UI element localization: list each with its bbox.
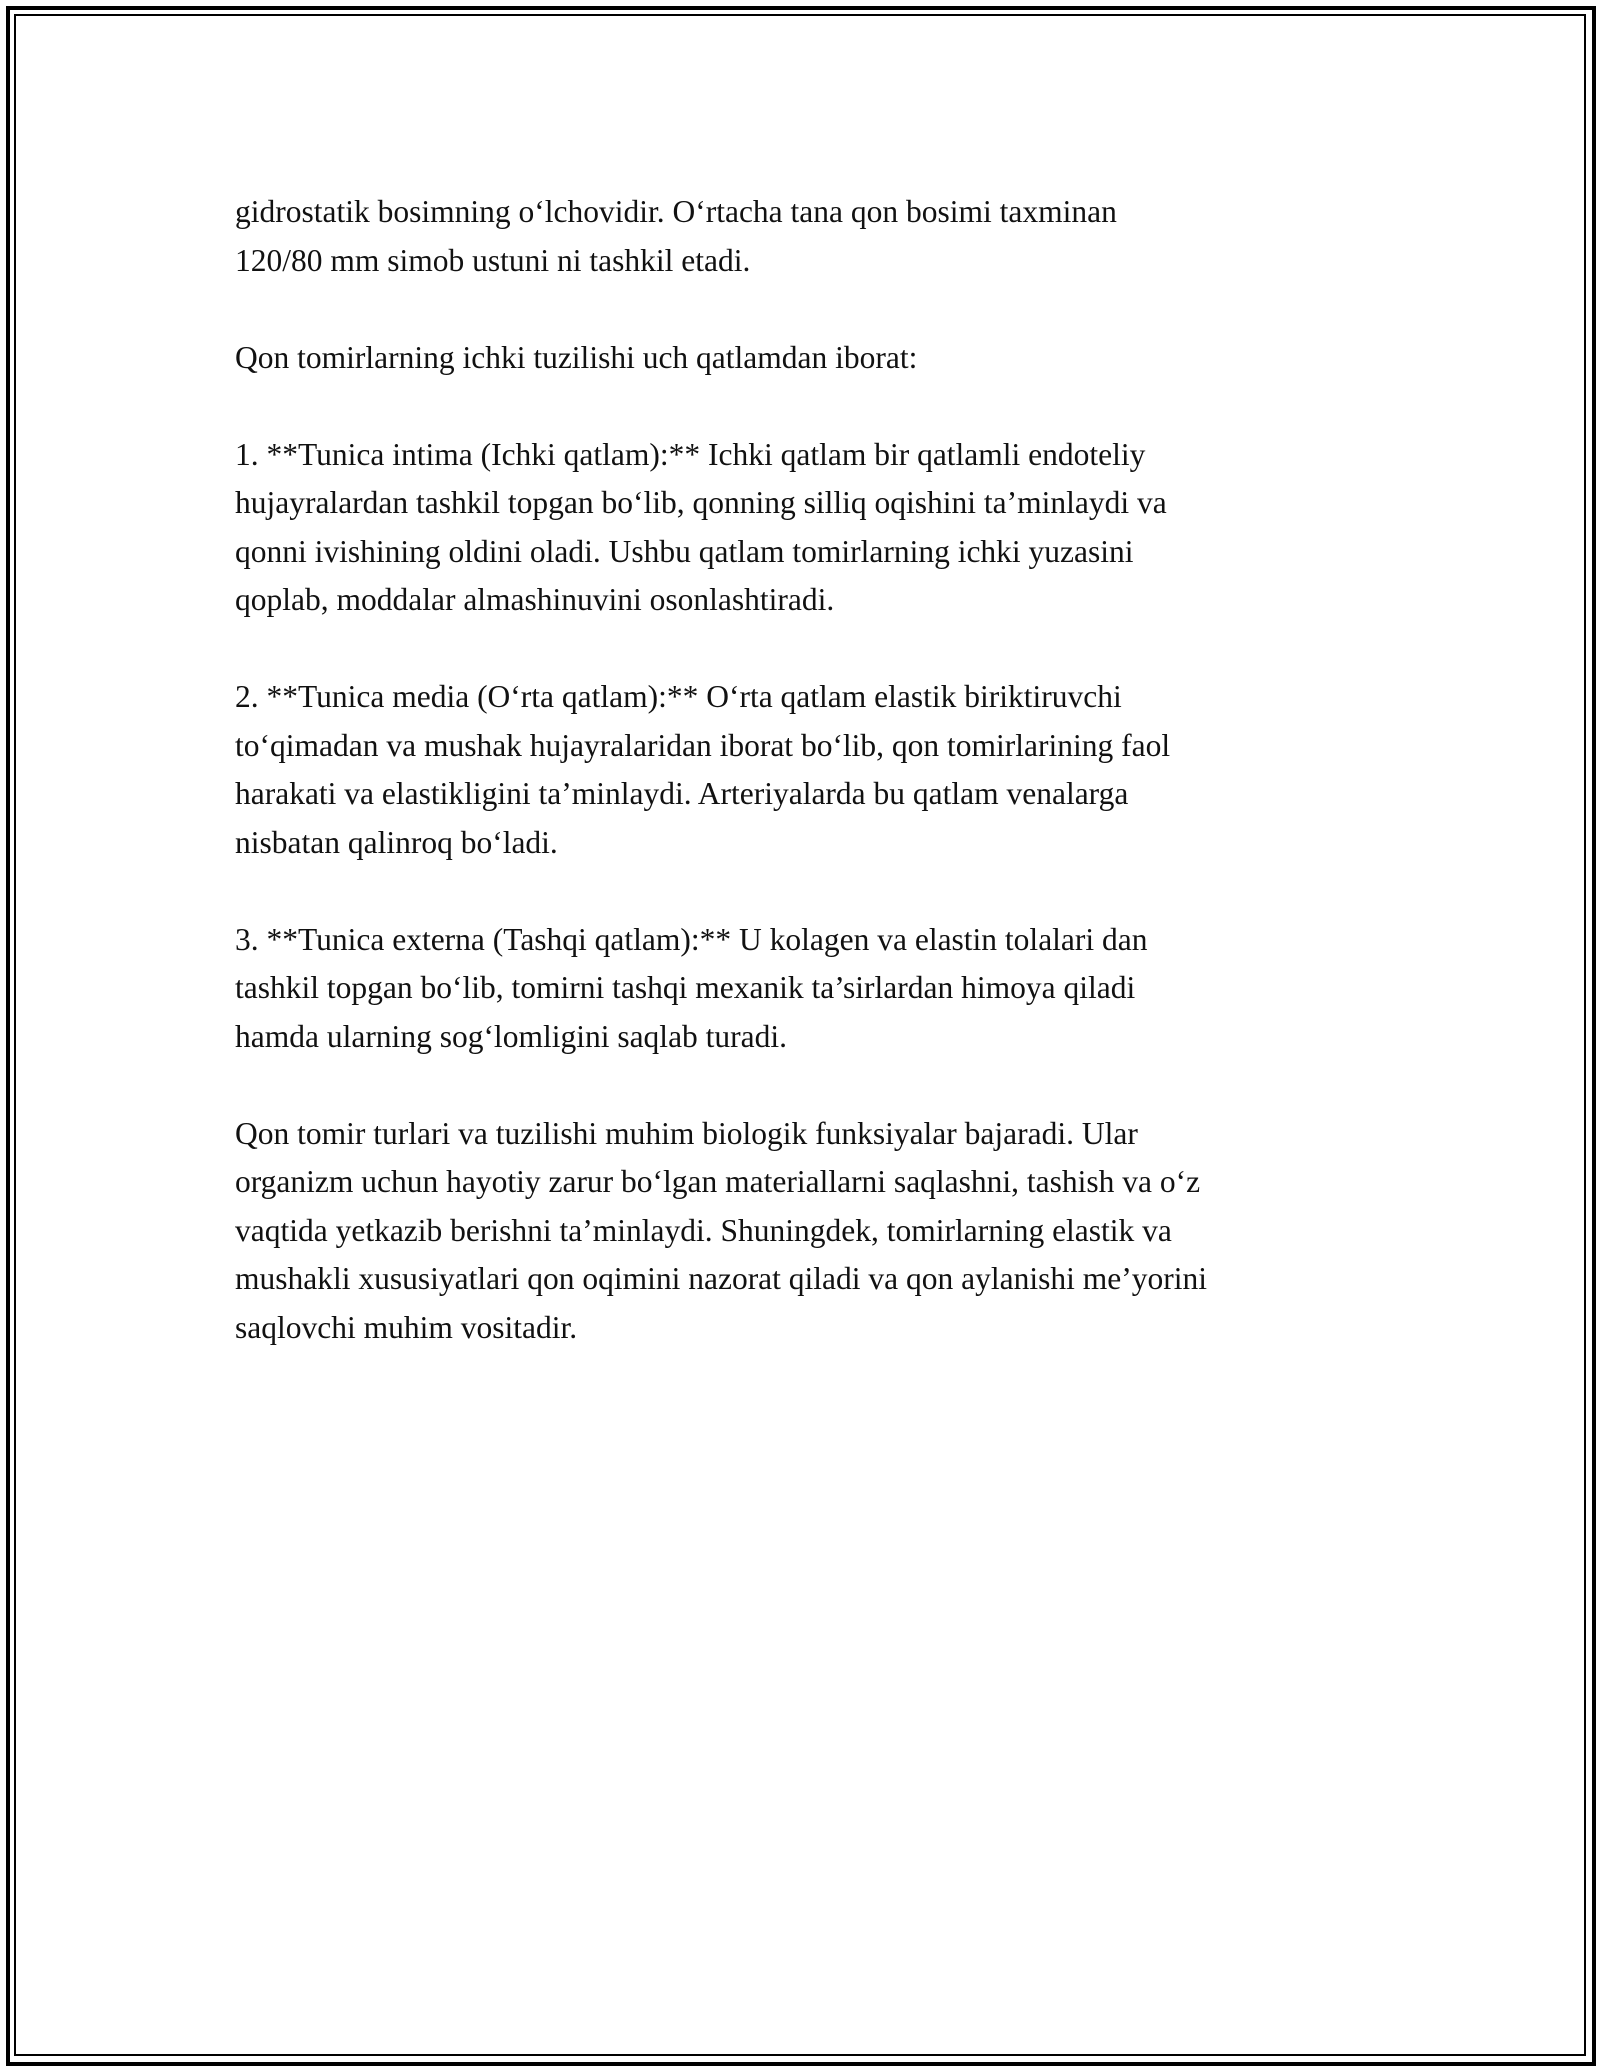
document-body bbox=[235, 188, 1375, 1352]
paragraph-layers-intro: Qon tomirlarning ichki tuzilishi uch qatlamdan iborat: bbox=[235, 339, 918, 375]
paragraph-blood-pressure: gidrostatik bosimning o‘lchovidir. O‘rtacha tana qon bosimi taxminan 120/80 mm simob ustuni ni tashkil etadi. bbox=[235, 194, 1117, 278]
list-item-tunica-externa: 3. **Tunica externa (Tashqi qatlam):** U kolagen va elastin tolalari dan tashkil topgan bo‘lib, tomirni tashqi mexanik ta’sirlardan himoya qiladi hamda ularning sog‘lomligini saqlab turadi. bbox=[235, 921, 1148, 1054]
paragraph-conclusion: Qon tomir turlari va tuzilishi muhim biologik funksiyalar bajaradi. Ular organizm uchun hayotiy zarur bo‘lgan materiallarni saqlashni, tashish va o‘z vaqtida yetkazib berishni ta’minlaydi. Shuningdek, tomirlarning elastik va mushakli xususiyatlari qon oqimini nazorat qiladi va qon aylanishi me’yorini saqlovchi muhim vositadir. bbox=[235, 1115, 1207, 1345]
list-item-tunica-media: 2. **Tunica media (O‘rta qatlam):** O‘rta qatlam elastik biriktiruvchi to‘qimadan va mushak hujayralaridan iborat bo‘lib, qon tomirlarining faol harakati va elastikligini ta’minlaydi. Arteriyalarda bu qatlam venalarga nisbatan qalinroq bo‘ladi. bbox=[235, 679, 1171, 860]
list-item-tunica-intima: 1. **Tunica intima (Ichki qatlam):** Ichki qatlam bir qatlamli endoteliy hujayralardan tashkil topgan bo‘lib, qonning silliq oqishini ta’minlaydi va qonni ivishining oldini oladi. Ushbu qatlam tomirlarning ichki yuzasini qoplab, moddalar almashinuvini osonlashtiradi. bbox=[235, 436, 1167, 617]
